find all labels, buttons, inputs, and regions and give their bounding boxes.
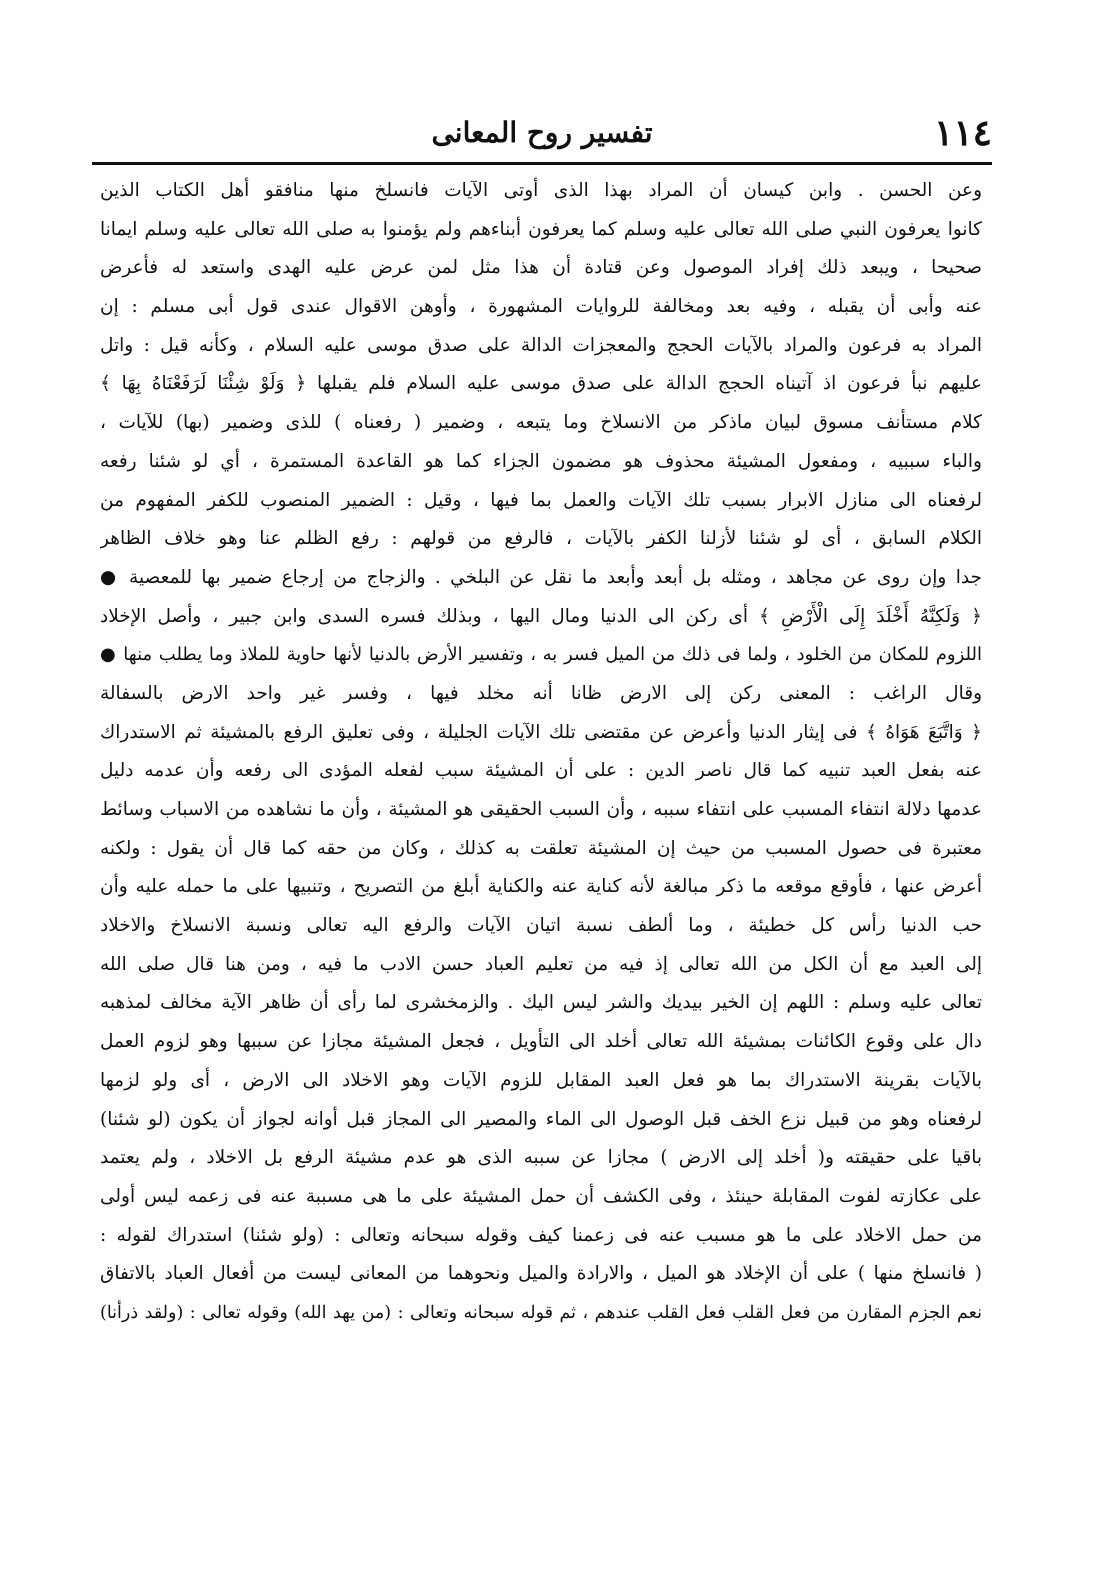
text-line: معتبرة فى حصول المسبب من حيث إن المشيئة تعلقت به كذلك ، وكان من حقه كما قال أن يقول : ولكنه <box>100 837 982 859</box>
text-line: وقال الراغب : المعنى ركن إلى الارض ظانا أنه مخلد فيها ، وفسر غير واحد الارض بالسفالة <box>100 682 982 704</box>
page-number: ١١٤ <box>933 112 992 154</box>
text-line: الكلام السابق ، أى لو شئنا لأزلنا الكفر بالآيات ، فالرفع من قولهم : رفع الظلم عنا وهو خلاف الظاهر <box>100 528 982 550</box>
page-header <box>92 108 992 170</box>
text-line: ﴿ وَاتَّبَعَ هَوَاهُ ﴾ فى إيثار الدنيا وأعرض عن مقتضى تلك الآيات الجليلة ، وفى تعليق الرفع بالمشيئة ثم الاستدراك <box>100 721 982 743</box>
text-line: كانوا يعرفون النبي صلى الله تعالى عليه وسلم كما يعرفون أبناءهم ولم يؤمنوا به صلى الله تعالى عليه وسلم ايمانا <box>100 218 982 240</box>
text-line: عنه بفعل العبد تنبيه كما قال ناصر الدين : على أن المشيئة سبب لفعله المؤدى الى رفعه وأن عدمه دليل <box>100 760 982 782</box>
text-line: ﴿ وَلَكِنَّهُ أَخْلَدَ إِلَى الْأَرْضِ ﴾ أى ركن الى الدنيا ومال اليها ، وبذلك فسره السدى وابن جبير ، وأصل الإخلاد <box>100 605 982 627</box>
text-line: وعن الحسن . وابن كيسان أن المراد بهذا الذى أوتى الآيات فانسلخ منها منافقو أهل الكتاب الذين <box>100 180 982 201</box>
text-line: صحيحا ، ويبعد ذلك إفراد الموصول وعن قتادة أن هذا مثل لمن عرض عليه الهدى واستعد له فأعرض <box>100 257 982 279</box>
text-line: والباء سببيه ، ومفعول المشيئة محذوف هو مضمون الجزاء كما هو القاعدة المستمرة ، أي لو شئنا رفعه <box>100 450 982 472</box>
text-line: المراد به فرعون والمراد بالآيات الحجج والمعجزات الدالة على صدق موسى عليه السلام ، وكأنه قيل : واتل <box>100 334 982 356</box>
text-line: تعالى عليه وسلم : اللهم إن الخير بيديك والشر ليس اليك . والزمخشرى لما رأى أن ظاهر الآية مخالف لمذهبه <box>100 992 982 1014</box>
text-line: إلى العبد مع أن الكل من الله تعالى إذ فيه من تعليم العباد حسن الادب ما فيه ، ومن هنا قال صلى الله <box>100 953 982 975</box>
text-line <box>100 1333 982 1372</box>
text-line: لرفعناه الى منازل الابرار بسبب تلك الآيات والعمل بما فيها ، وقيل : الضمير المنصوب للكفر المفهوم من <box>100 489 982 511</box>
text-line: على عكازته لفوت المقابلة حينئذ ، وفى الكشف أن حمل المشيئة على ما هى مسببة عنه فى زعمه ليس أولى <box>100 1185 982 1207</box>
text-line: حب الدنيا رأس كل خطيئة ، وما ألطف نسبة اتيان الآيات والرفع اليه تعالى ونسبة الانسلاخ والاخلاد <box>100 915 982 937</box>
body-text <box>100 172 982 1371</box>
running-title: تفسير روح المعانى <box>431 116 653 149</box>
text-line: أعرض عنها ، فأوقع موقعه ما ذكر مبالغة لأنه كناية عنه والكناية أبلغ من التصريح ، وتنبيها على ما حمله عليه وأن <box>100 876 982 898</box>
text-line: عدمها دلالة انتفاء المسبب على انتفاء سببه ، وأن السبب الحقيقى هو المشيئة ، وأن ما نشاهده من الاسباب وسائط <box>100 799 982 820</box>
text-line: دال على وقوع الكائنات بمشيئة الله تعالى أخلد الى التأويل ، فجعل المشيئة مجازا عن سببها وهو لزوم العمل <box>100 1031 982 1053</box>
text-line: ( فانسلخ منها ) على أن الإخلاد هو الميل ، والارادة والميل ونحوهما من المعانى ليست من أفعال العباد بالاتفاق <box>100 1263 982 1285</box>
text-line: عنه وأبى أن يقبله ، وفيه بعد ومخالفة للروايات المشهورة ، وأوهن الاقوال عندى قول أبى مسلم : إن <box>100 296 982 318</box>
text-line: جدا وإن روى عن مجاهد ، ومثله بل أبعد وأبعد ما نقل عن البلخي . والزجاج من إرجاع ضمير بها للمعصية ● <box>100 566 982 588</box>
text-line: اللزوم للمكان من الخلود ، ولما فى ذلك من الميل فسر به ، وتفسير الأرض بالدنيا لأنها حاوية للملاذ وما يطلب منها ● <box>100 644 982 666</box>
text-line: بالآيات بقرينة الاستدراك بما هو فعل العبد المقابل للزوم الآيات وهو الاخلاد الى الارض ، أى ولو لزمها <box>100 1069 982 1091</box>
text-line: لرفعناه وهو من قبيل نزع الخف قبل الوصول الى الماء والمصير الى المجاز قبل أوانه لجواز أن يكون (لو شئنا) <box>100 1108 982 1130</box>
text-line: كلام مستأنف مسوق لبيان ماذكر من الانسلاخ وما يتبعه ، وضمير ( رفعناه ) للذى وضمير (بها) للآيات ، <box>100 412 982 434</box>
header-divider <box>92 162 992 165</box>
text-line: من حمل الاخلاد على ما هو مسبب عنه فى زعمنا كيف وقوله سبحانه وتعالى : (ولو شئنا) استدراك لقوله : <box>100 1224 982 1246</box>
text-line: باقيا على حقيقته و( أخلد إلى الارض ) مجازا عن سببه الذى هو عدم مشيئة الرفع بل الاخلاد ، ولم يعتمد <box>100 1147 982 1169</box>
text-line: نعم الجزم المقارن من فعل القلب فعل القلب عندهم ، ثم قوله سبحانه وتعالى : (من يهد الله) وقوله تعالى : (ولقد ذرأنا) <box>100 1302 982 1323</box>
text-line: عليهم نبأ فرعون اذ آتيناه الحجج الدالة على صدق موسى عليه السلام فلم يقبلها ﴿ وَلَوْ شِئْنَا لَرَفَعْنَاهُ بِهَا ﴾ <box>100 373 982 395</box>
